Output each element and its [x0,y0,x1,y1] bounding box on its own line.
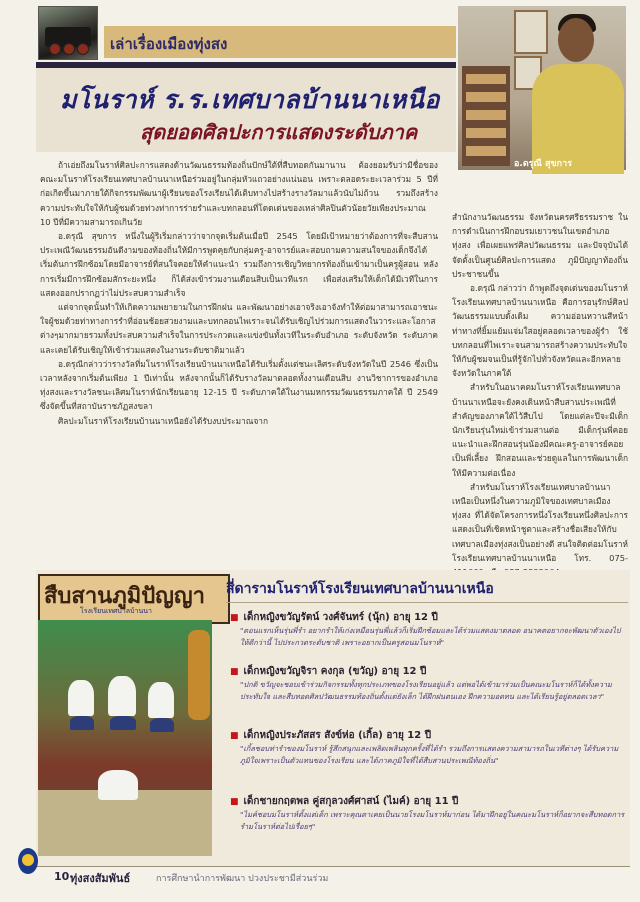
section-label: เล่าเรื่องเมืองทุ่งสง [110,35,228,53]
profile-quote: "ไมค์ชอบมโนราห์ตั้งแต่เด็ก เพราะคุณตาเคยเป็นนายโรงมโนราห์มาก่อน ได้มาฝึกอยู่ในคณะมโนราห์ก็อยากจะสืบทอดการรำมโนราห์ต่อไปเรื่อยๆ" [240,810,625,831]
paragraph: สำหรับในอนาคตมโนราห์โรงเรียนเทศบาลบ้านนาเหนือจะยังคงเดินหน้าสืบสานประเพณีที่สำคัญของภาคใต้ไว้สืบไป โดยแต่ละปีจะมีเด็กนักเรียนรุ่นใหม่เข้าร่วมสานต่อ มีเด็กรุ่นพี่คอยแนะนำและฝึกสอนรุ่นน้องมีคณะครู-อาจารย์คอยเป็นพี่เลี้ยง ฝึกสอนและช่วยดูแลในการพัฒนาเด็กให้มีความต่อเนื่อง [452,382,628,478]
paragraph: ถ้าเอ่ยถึงมโนราห์ศิลปะการแสดงด้านวัฒนธรรมท้องถิ่นปักษ์ใต้ที่สืบทอดกันมานาน ต้องยอมรับว่ามีชื่อของคณะมโนราห์โรงเรียนเทศบาลบ้านนาเหนือร่วมอยู่ในกลุ่มหัวแถวอย่างแน่นอน เพราะตลอดระยะเวลาร่วม 5 ปีที่ก่อเกิดขึ้นมาภายใต้กิจกรรมพัฒนาผู้เรียนของโรงเรียนได้เติบทางไปสร้างรางวัลมาแล้วนับไม่ถ้วน รวมถึงสร้างความประทับใจให้กับผู้ชมด้วยท่วงท่าการร่ายรำและบทกลอนที่โดดเด่นของเหล่าศิลปินตัวน้อยวัยเพียงประมาณ 10 ปีที่มีความสามารถเกินวัย [40,160,438,227]
profile-name: ■ เด็กหญิงขวัญจิรา คงกุล (ขวัญ) อายุ 12 ปี [230,664,426,679]
locomotive-photo [38,6,98,60]
article-left-column [40,158,438,563]
profile-name: ■ เด็กหญิงขวัญรัตน์ วงศ์จันทร์ (นุ้ก) อายุ 12 ปี [230,610,438,625]
paragraph: ศิลปะมโนราห์โรงเรียนบ้านนาเหนือยังได้รับงบประมาณจาก [58,415,268,426]
profile-quote: "ตอนแรกเห็นรุ่นพี่รำ อยากรำให้เก่งเหมือนรุ่นพี่แล้วก็เริ่มฝึกซ้อมและได้ร่วมแสดงมาตลอด อนาคตอยากจะพัฒนาตัวเองไปให้ดีกว่านี้ ไปประกวดระดับชาติ เพราะอยากเป็นครูสอนมโนราห์" [240,626,621,647]
section-label-bar [104,26,456,58]
article-title: มโนราห์ ร.ร.เทศบาลบ้านนาเหนือ [60,85,440,114]
paragraph: สำนักงานวัฒนธรรม จังหวัดนครศรีธรรมราช ในการดำเนินการฝึกอบรมเยาวชนในเขตอำเภอทุ่งสง เพื่อเผยแพร่ศิลปวัฒนธรรม และปัจจุบันได้จัดตั้งเป็นศูนย์ศิลปะการแสดง ภูมิปัญญาท้องถิ่นประชาชนขึ้น [452,212,628,279]
profile-name: ■ เด็กชายกฤตพล คู่สกุลวงศ์ศาสน์ (ไมค์) อายุ 11 ปี [230,794,458,809]
paragraph: อ.ดรุณี สุขการ หนึ่งในผู้ริเริ่มกล่าวว่าจากจุดเริ่มต้นเมื่อปี 2545 โดยมีเป้าหมายว่าต้องการที่จะสืบสานประเพณีวัฒนธรรมอันดีงามของท้องถิ่นให้มีการพูดคุยกับกลุ่มครู-อาจารย์และสอบถามความสนใจของเด็กจึงได้เริ่มต้นการฝึกซ้อมโดยมีอาจารย์ที่สนใจคอยให้คำแนะนำ รวมถึงการเชิญวิทยากรท้องถิ่นเข้ามาเป็นครูผู้สอน หลังการเริ่มมีการฝึกซ้อมสักระยะหนึ่ง ก็ได้ส่งเข้าร่วมงานเดือนสิบเป็นเวทีแรก เพื่อส่งเสริมให้เด็กได้มีเวทีในการแสดงออกปรากฏว่าไม่ประสบความสำเร็จ [40,231,438,298]
school-sign [38,574,230,624]
article-right-column [452,210,628,566]
sign-subtitle: โรงเรียนเทศบาลบ้านนา [80,607,152,615]
page-number: 10 [54,870,70,883]
teacher-portrait-photo [458,6,626,170]
profiles-rule [226,602,628,603]
paragraph: อ.ดรุณีกล่าวว่ารางวัลที่มโนราห์โรงเรียนบ้านนาเหนือได้รับเริ่มตั้งแต่ชนะเลิศระดับจังหวัดในปี 2546 ซึ่งเป็นเวลาหลังจากเริ่มต้นเพียง 1 ปีเท่านั้น หลังจากนั้นก็ได้รับรางวัลมาตลอดทั้งงานเดือนสิบ งานวิชาการของอำเภอทุ่งสงและรางวัลชนะเลิศมโนราห์นักเรียนอายุ 12-15 ปี ระดับภาคใต้ในงานมหกรรมวัฒนธรรมภาคใต้ ปี 2549 ซึ่งจัดขึ้นที่สถาบันราชภัฏสงขลา [40,358,438,412]
photo-caption: อ.ดรุณี สุขการ [514,159,572,169]
profile-quote: "เกิ้ลชอบท่ารำของมโนราห์ รู้สึกสนุกและเพลิดเพลินทุกครั้งที่ได้รำ รวมถึงการแสดงความสามารถในเวทีต่างๆ ได้รับความภูมิใจเพราะเป็นตัวแทนของโรงเรียน และได้ภาคภูมิใจที่ได้สืบสานประเพณีท้องถิ่น" [240,744,619,765]
footer-tagline: การศึกษานำการพัฒนา ปวงประชามีส่วนร่วม [156,874,329,884]
paragraph: อ.ดรุณี กล่าวว่า ถ้าพูดถึงจุดเด่นของมโนราห์โรงเรียนเทศบาลบ้านนาเหนือ คือการอนุรักษ์ศิลปวัฒนธรรมแบบดั้งเดิม ความอ่อนหวานสีหน้าท่าทางที่ยิ้มแย้มแจ่มใสอยู่ตลอดเวลาของผู้รำ ใช้บทกลอนที่ไพเราะจนสามารถสร้างความประทับใจให้กับผู้ชมจนเป็นที่รู้จักไปทั่วจังหวัดและอีกหลายจังหวัดในภาคใต้ [452,283,628,379]
dancers-photo [38,620,212,856]
mascot-icon [14,842,42,880]
profile-quote: "ปกติ ขวัญจะชอบเข้าร่วมกิจกรรมทั้งทุกประเภทของโรงเรียนอยู่แล้ว แต่พอได้เข้ามาร่วมเป็นคณะมโนราห์ก็ได้ทั้งความประทับใจ และสืบทอดศิลปวัฒนธรรมท้องถิ่นตั้งแต่ยังเล็ก ได้ฝึกฝนตนเอง ฝึกความอดทน และได้เรียนรู้อยู่ตลอดเวลา" [240,680,612,701]
profiles-title: สี่ดารามโนราห์โรงเรียนเทศบาลบ้านนาเหนือ [226,581,494,597]
sign-title: สืบสานภูมิปัญญา [44,584,206,609]
paragraph: แต่จากจุดนั้นทำให้เกิดความพยายามในการฝึกฝน และพัฒนาอย่างเอาจริงเอาจังทำให้ต่อมาสามารถเอาชนะใจผู้ชมด้วยท่าทางการรำที่อ่อนช้อยสวยงามและบทกลอนไพเราะจนได้รับเชิญไปร่วมการแสดงในวาระและโอกาสต่างๆมากมายรวมทั้งประสบความสำเร็จในการประกวดและแข่งขันทั้งเวทีในระดับอำเภอ ระดับจังหวัด ระดับภาคและเคยได้รับเชิญให้เข้าร่วมแสดงในงานระดับชาติมาแล้ว [40,302,438,355]
paragraph: สำหรับมโนราห์โรงเรียนเทศบาลบ้านนาเหนือเป็นหนึ่งในความภูมิใจของเทศบาลเมืองทุ่งสง ที่ได้จัดโครงการหนึ่งโรงเรียนหนึ่งศิลปะการแสดงเป็นที่เชิดหน้าชูตาและสร้างชื่อเสียงให้กับเทศบาลเมืองทุ่งสงเป็นอย่างดี สนใจติดต่อมโนราห์โรงเรียนเทศบาลบ้านนาเหนือ โทร. 075- [452,481,628,563]
profile-name: ■ เด็กหญิงประภัสสร สังข์ห่อ (เกิ้ล) อายุ 12 ปี [230,728,431,743]
article-subtitle: สุดยอดศิลปะการแสดงระดับภาค [140,120,418,144]
magazine-brand: ทุ่งสงสัมพันธ์ [70,872,131,885]
footer-rule [36,866,630,867]
